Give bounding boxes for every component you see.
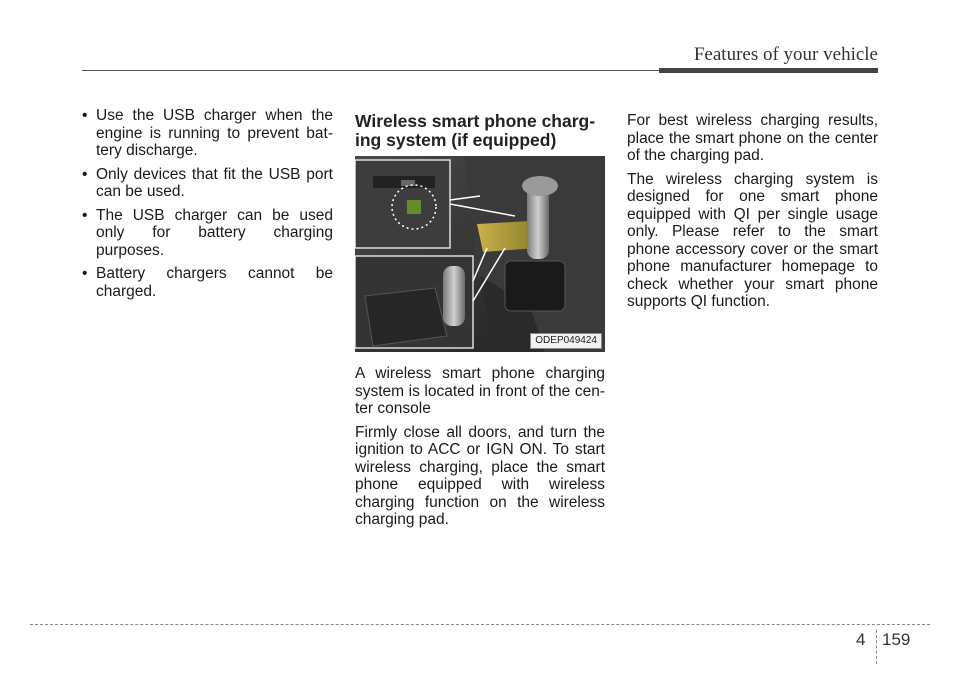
list-item: • Battery chargers cannot be charged.: [82, 265, 333, 300]
paragraph: For best wireless charging results, place the smart phone on the center of the charging pad.: [627, 112, 878, 164]
list-item: • Use the USB charger when the engine is running to prevent battery discharge.: [82, 107, 333, 160]
list-item: • The USB charger can be used only for battery charging purposes.: [82, 207, 333, 260]
footer-divider: [876, 630, 877, 664]
column-right: [627, 112, 878, 317]
console-illustration: [355, 156, 605, 352]
header-title: Features of your vehicle: [693, 44, 878, 65]
wireless-charging-figure: [355, 156, 605, 352]
figure-code: ODEP049424: [530, 333, 602, 349]
footer-rule: [30, 624, 930, 625]
section-title: [355, 112, 605, 150]
paragraph: A wireless smart phone charging system is located in front of the center console: [355, 365, 605, 417]
section-title-line: Wireless smart phone charg-: [355, 111, 596, 131]
column-left: [82, 107, 333, 306]
paragraph: Firmly close all doors, and turn the ignition to ACC or IGN ON. To start wireless charging, place the smart phone equipped with wireless charging function on the wireless charging pad.: [355, 423, 605, 528]
usb-notes-list: [82, 107, 333, 300]
page-number: 159: [882, 630, 911, 649]
list-item: • Only devices that fit the USB port can be used.: [82, 166, 333, 201]
chapter-number: 4: [856, 630, 866, 649]
header-rule-accent: [659, 68, 878, 73]
paragraph: The wireless charging system is designed for one smart phone equipped with QI per single usage only. Please refer to the smart phone accessory cover or the smart phone manufacturer homepage to check whether your smart phone supports QI function.: [627, 170, 878, 310]
column-middle: [355, 112, 605, 535]
section-title-line: ing system (if equipped): [355, 130, 557, 150]
